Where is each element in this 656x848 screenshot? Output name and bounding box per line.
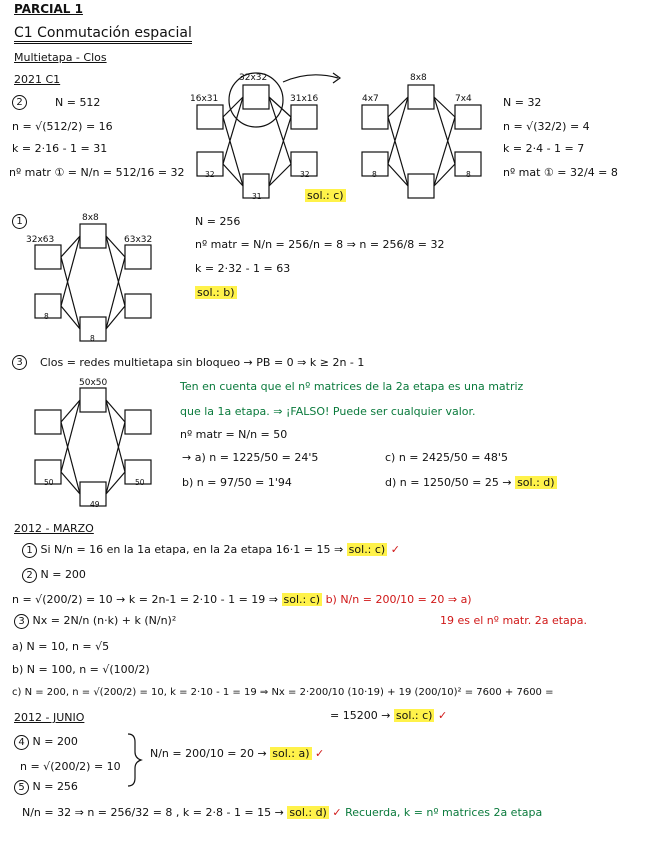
d4-bm-label: 49 — [90, 500, 100, 509]
problem-2-number: 2 — [12, 95, 27, 110]
d1-mid-label: 32x32 — [239, 73, 268, 83]
d1-left-label: 16x31 — [190, 94, 219, 104]
p3-option-b: b) n = 97/50 = 1'94 — [182, 476, 292, 489]
d2-left-label: 4x7 — [362, 94, 379, 104]
d4-br-label: 50 — [135, 478, 145, 487]
q3-result: = 15200 → sol.: c) ✓ — [330, 709, 448, 722]
q5-calc: N/n = 32 ⇒ n = 256/32 = 8 , k = 2·8 - 1 = 15 → sol.: d) ✓ Recuerda, k = nº matrices 2a etapa — [22, 806, 543, 819]
p2-nmat: nº matr ① = N/n = 512/16 = 32 — [9, 166, 185, 179]
p3-option-c: c) n = 2425/50 = 48'5 — [385, 451, 508, 464]
d3-mid-label: 8x8 — [82, 213, 99, 223]
p2-n2-value: N = 32 — [503, 96, 542, 109]
p2-n-value: N = 512 — [55, 96, 101, 109]
q3-option-b: b) N = 100, n = √(100/2) — [12, 663, 150, 676]
subsection-title: Multietapa - Clos — [14, 51, 107, 64]
q2-header: 2 N = 200 — [22, 568, 86, 583]
p3-note-1: Ten en cuenta que el nº matrices de la 2a etapa es una matriz — [180, 380, 524, 393]
q1-line: 1 Si N/n = 16 en la 1a etapa, en la 2a etapa 16·1 = 15 ⇒ sol.: c) ✓ — [22, 543, 400, 558]
p1-solution: sol.: b) — [197, 286, 235, 299]
d4-bl-label: 50 — [44, 478, 54, 487]
q2-red-note: 19 es el nº matr. 2a etapa. — [440, 614, 588, 627]
q3-option-c: c) N = 200, n = √(200/2) = 10, k = 2·10 - 1 = 19 ⇒ Nx = 2·200/10 (10·19) + 19 (200/10)² = 7600 + 7600 = — [12, 687, 554, 698]
p2-k-calc: k = 2·16 - 1 = 31 — [12, 142, 108, 155]
p1-k-calc: k = 2·32 - 1 = 63 — [195, 262, 291, 275]
p1-n-value: N = 256 — [195, 215, 241, 228]
section-title: C1 Conmutación espacial — [14, 25, 192, 44]
q4-header: 4 N = 200 — [14, 735, 78, 750]
p3-option-a: → a) n = 1225/50 = 24'5 — [182, 451, 319, 464]
p3-option-d-line: d) n = 1250/50 = 25 → sol.: d) — [385, 476, 555, 489]
d1-bm-label: 31 — [252, 192, 262, 201]
q3-option-a: a) N = 10, n = √5 — [12, 640, 110, 653]
q5-header: 5 N = 256 — [14, 780, 78, 795]
d1-right-label: 31x16 — [290, 94, 319, 104]
p3-statement: Clos = redes multietapa sin bloqueo → PB = 0 ⇒ k ≥ 2n - 1 — [40, 356, 365, 369]
p3-note-2: que la 1a etapa. ⇒ ¡FALSO! Puede ser cualquier valor. — [180, 405, 476, 418]
problem-1-number: 1 — [12, 214, 27, 229]
p2-nmat2: nº mat ① = 32/4 = 8 — [503, 166, 618, 179]
d2-right-label: 7x4 — [455, 94, 472, 104]
p2-n-calc: n = √(512/2) = 16 — [12, 120, 113, 133]
p2-n2-calc: n = √(32/2) = 4 — [503, 120, 590, 133]
d2-mid-label: 8x8 — [410, 73, 427, 83]
page-title: PARCIAL 1 — [14, 2, 83, 16]
p2-k2-calc: k = 2·4 - 1 = 7 — [503, 142, 585, 155]
d1-br-label: 32 — [300, 170, 310, 179]
d3-left-label: 32x63 — [26, 235, 55, 245]
d1-bl-label: 32 — [205, 170, 215, 179]
heading-2021: 2021 C1 — [14, 73, 61, 86]
d3-bm-label: 8 — [90, 334, 95, 343]
p3-nmat: nº matr = N/n = 50 — [180, 428, 288, 441]
heading-2012-junio: 2012 - JUNIO — [14, 711, 85, 724]
d3-bl-label: 8 — [44, 312, 49, 321]
p2-solution: sol.: c) — [307, 189, 344, 202]
q4-n-calc: n = √(200/2) = 10 — [20, 760, 121, 773]
d2-br-label: 8 — [466, 170, 471, 179]
q2-calc: n = √(200/2) = 10 → k = 2n-1 = 2·10 - 1 = 19 ⇒ sol.: c) b) N/n = 200/10 = 20 ⇒ a) — [12, 593, 472, 606]
d3-right-label: 63x32 — [124, 235, 153, 245]
p1-nmat: nº matr = N/n = 256/n = 8 ⇒ n = 256/8 = 32 — [195, 238, 445, 251]
heading-2012-marzo: 2012 - MARZO — [14, 522, 94, 535]
d2-bl-label: 8 — [372, 170, 377, 179]
problem-3-number: 3 — [12, 355, 27, 370]
d4-mid-label: 50x50 — [79, 378, 108, 388]
q3-formula: 3 Nx = 2N/n (n·k) + k (N/n)² — [14, 614, 176, 629]
q4-brace-result: N/n = 200/10 = 20 → sol.: a) ✓ — [150, 747, 325, 760]
